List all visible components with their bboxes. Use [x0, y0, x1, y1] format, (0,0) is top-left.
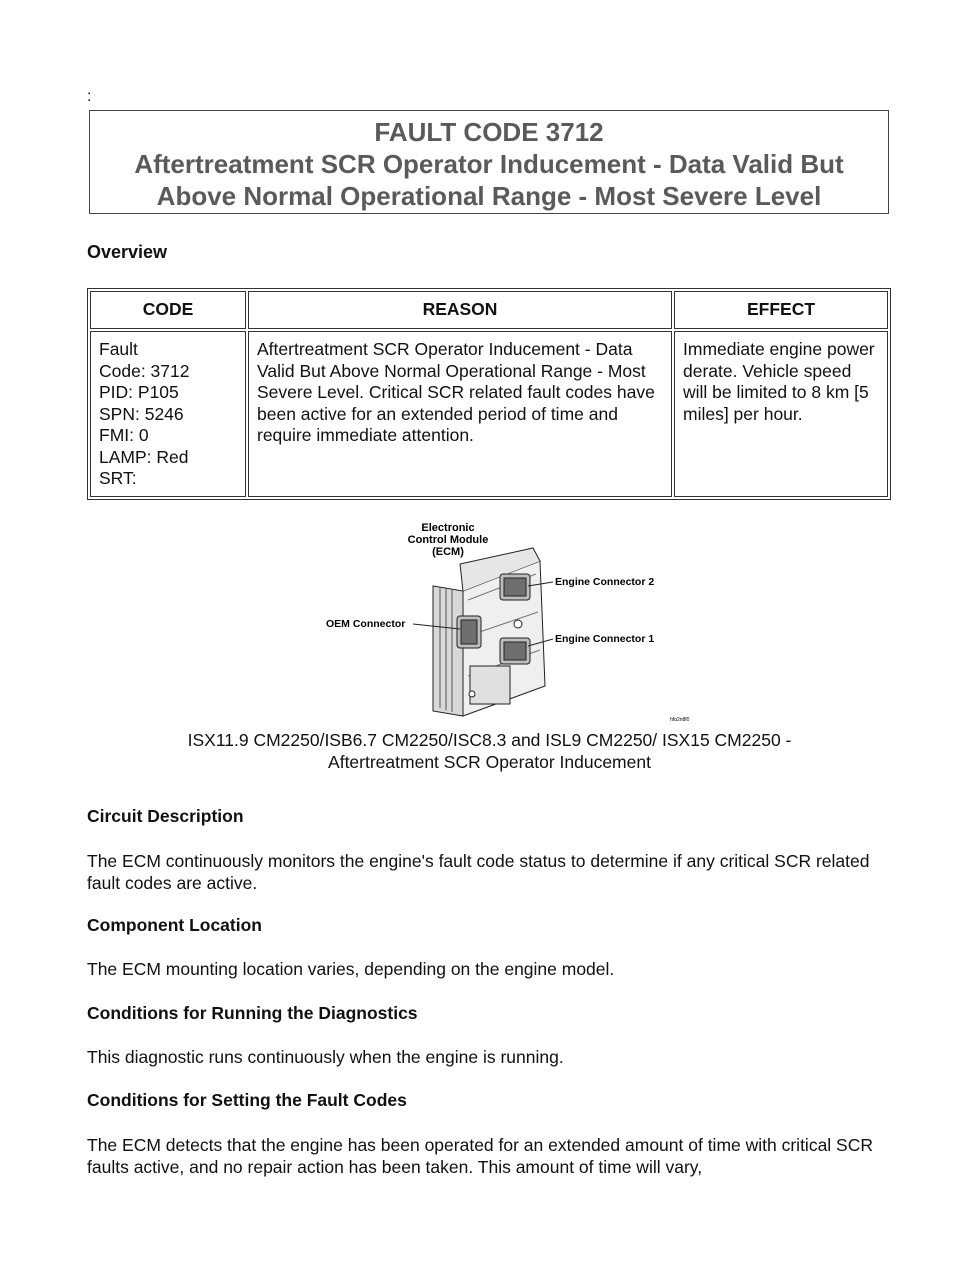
code-line: SRT:	[99, 468, 137, 488]
header-code: CODE	[90, 291, 246, 329]
ecm-label-line-2: Control Module	[407, 534, 489, 546]
ecm-label-line-3: (ECM)	[432, 546, 464, 558]
oem-connector-label: OEM Connector	[326, 618, 406, 630]
fault-code-title: FAULT CODE 3712	[374, 117, 604, 147]
reason-cell: Aftertreatment SCR Operator Inducement - Data Valid But Above Normal Operational Range - Most Severe Level. Critical SCR related fault codes have been active for an extended period of time and require immediate attention.	[248, 331, 672, 497]
circuit-description-text: The ECM continuously monitors the engine's fault code status to determine if any critical SCR related fault codes are active.	[87, 851, 870, 893]
component-location-heading: Component Location	[87, 915, 262, 935]
overview-heading: Overview	[87, 242, 168, 262]
figure-caption-line-2: Aftertreatment SCR Operator Inducement	[328, 752, 651, 772]
code-cell	[90, 331, 246, 497]
code-line: Fault	[99, 339, 138, 359]
figure-caption	[87, 729, 892, 773]
effect-cell: Immediate engine power derate. Vehicle speed will be limited to 8 km [5 miles] per hour.	[674, 331, 888, 497]
running-diagnostics-heading: Conditions for Running the Diagnostics	[87, 1003, 418, 1023]
code-line: PID: P105	[99, 382, 179, 402]
table-row	[90, 331, 888, 497]
figure-caption-line-1: ISX11.9 CM2250/ISB6.7 CM2250/ISC8.3 and ISL9 CM2250/ ISX15 CM2250 -	[187, 730, 792, 750]
ecm-label-line-1: Electronic	[421, 522, 475, 534]
setting-fault-codes-text: The ECM detects that the engine has been operated for an extended amount of time with critical SCR faults active, and no repair action has been taken. This amount of time will vary,	[87, 1135, 873, 1177]
fault-code-subtitle-line-1: Aftertreatment SCR Operator Inducement - Data Valid But	[134, 149, 844, 179]
prefix-colon: :	[87, 88, 92, 105]
component-location-text: The ECM mounting location varies, depending on the engine model.	[87, 959, 615, 979]
code-line: Code: 3712	[99, 360, 190, 381]
figure-code: hfq2n8f0	[670, 717, 690, 721]
ecm-diagram	[320, 516, 700, 721]
overview-table	[87, 288, 891, 500]
fault-code-subtitle-line-2: Above Normal Operational Range - Most Severe Level	[156, 181, 822, 211]
running-diagnostics-text: This diagnostic runs continuously when the engine is running.	[87, 1047, 564, 1067]
engine-connector-2-label: Engine Connector 2	[555, 576, 655, 588]
code-line: LAMP: Red	[99, 446, 189, 467]
engine-connector-1-label: Engine Connector 1	[555, 633, 655, 645]
code-line: SPN: 5246	[99, 403, 184, 424]
header-effect: EFFECT	[674, 291, 888, 329]
setting-fault-codes-heading: Conditions for Setting the Fault Codes	[87, 1090, 407, 1110]
fault-code-title-box	[89, 110, 889, 214]
circuit-description-heading: Circuit Description	[87, 806, 244, 826]
code-line: FMI: 0	[99, 425, 149, 445]
ecm-module-drawing	[413, 548, 553, 716]
header-reason: REASON	[248, 291, 672, 329]
table-header-row	[90, 291, 888, 329]
